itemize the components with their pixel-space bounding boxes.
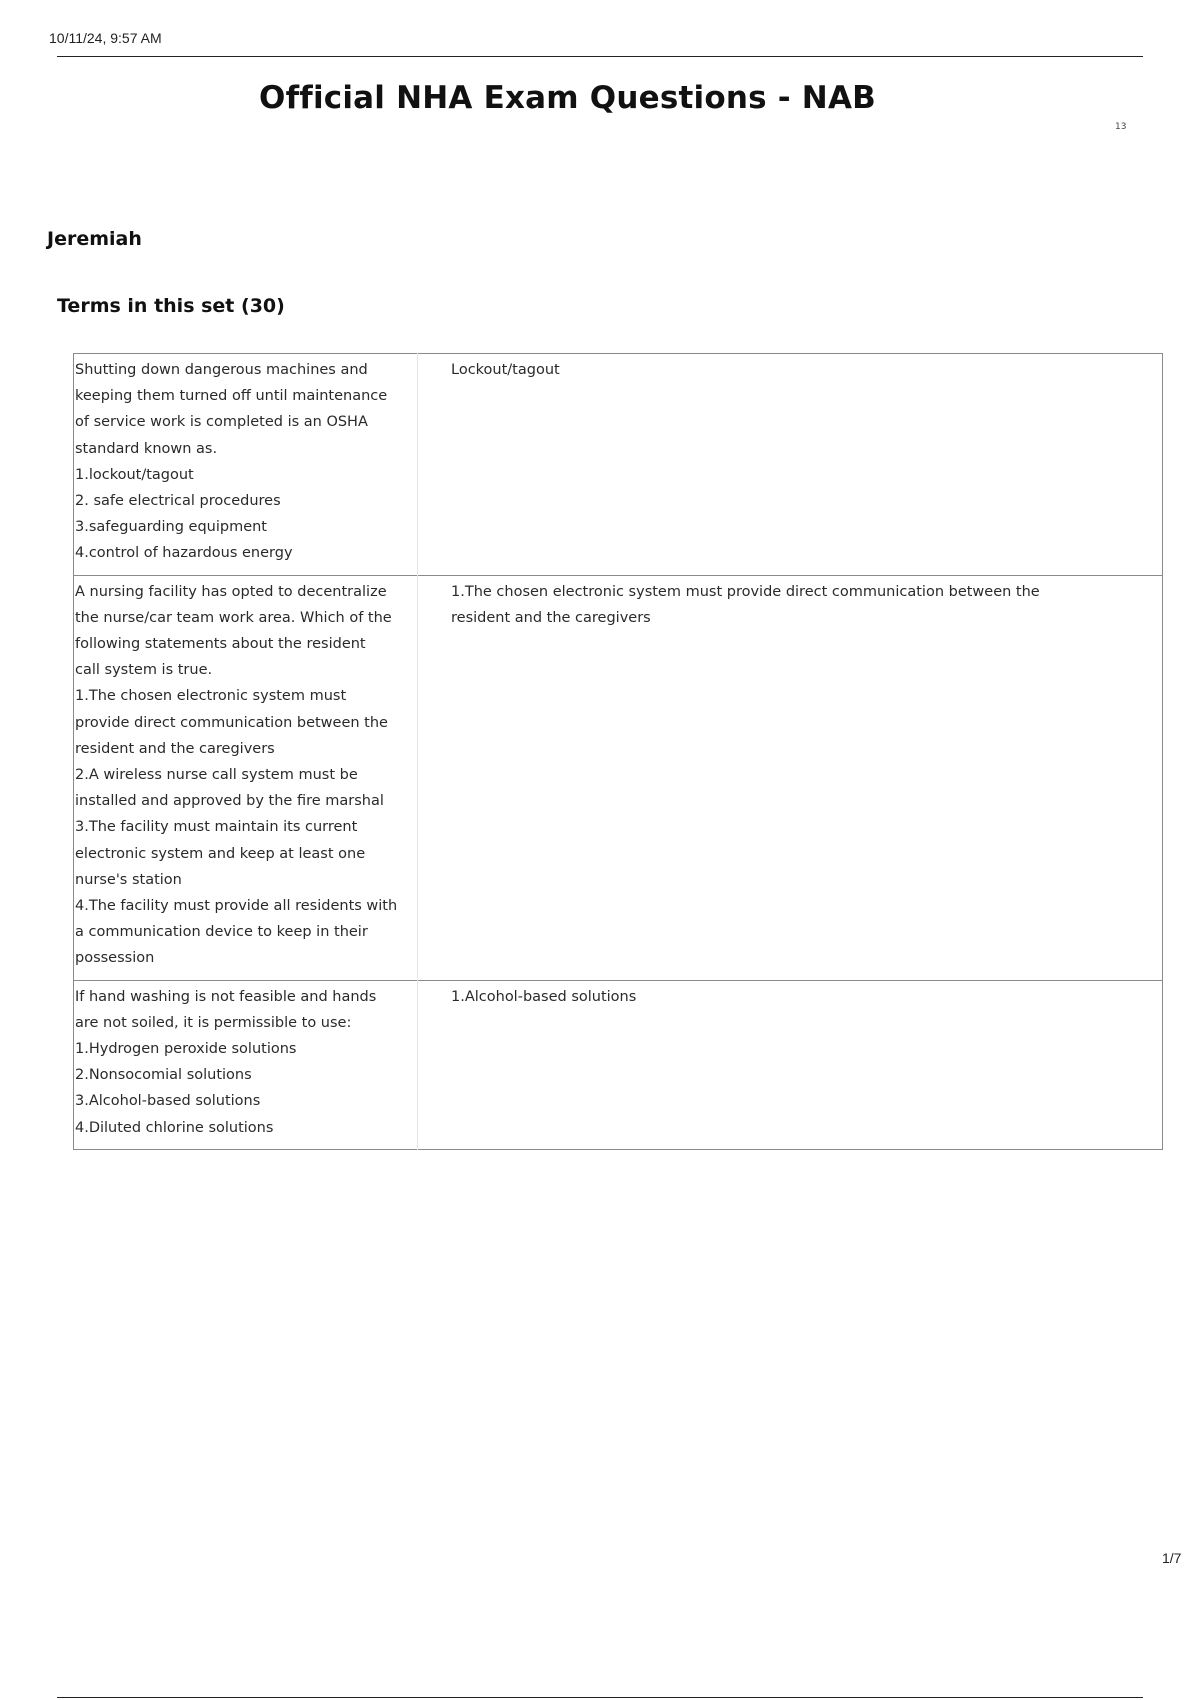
term-line: 1.Hydrogen peroxide solutions <box>75 1041 297 1058</box>
term-line: 4.Diluted chlorine solutions <box>75 1119 274 1136</box>
definition-line: 1.The chosen electronic system must provide direct communication between the <box>451 583 1040 600</box>
term-line: standard known as. <box>75 440 218 457</box>
term-line: resident and the caregivers <box>75 740 275 757</box>
term-line: If hand washing is not feasible and hands <box>75 988 377 1005</box>
footer-rule <box>57 1697 1143 1698</box>
definition-line: Lockout/tagout <box>451 362 560 378</box>
term-line: 2.Nonsocomial solutions <box>75 1067 252 1084</box>
term-line: call system is true. <box>75 662 213 679</box>
term-cell <box>74 354 418 576</box>
term-line: 3.The facility must maintain its current <box>75 819 358 836</box>
term-line: keeping them turned off until maintenance <box>75 388 388 405</box>
definition-line: 1.Alcohol-based solutions <box>451 988 637 1005</box>
term-line: 4.control of hazardous energy <box>75 545 293 562</box>
term-line: 1.The chosen electronic system must <box>75 688 347 705</box>
table-row <box>74 980 1163 1149</box>
table-row <box>74 575 1163 980</box>
term-line: a communication device to keep in their <box>75 924 368 941</box>
definition-line: resident and the caregivers <box>451 609 651 626</box>
term-line: 2. safe electrical procedures <box>75 493 281 510</box>
term-line: 1.lockout/tagout <box>75 466 194 483</box>
term-line: Shutting down dangerous machines and <box>75 362 368 378</box>
term-line: possession <box>75 950 155 967</box>
page-title: Official NHA Exam Questions - NAB <box>259 80 876 116</box>
term-line: installed and approved by the fire marshal <box>75 793 384 810</box>
term-line: are not soiled, it is permissible to use: <box>75 1014 352 1031</box>
term-line: 4.The facility must provide all residents with <box>75 898 398 915</box>
term-line: the nurse/car team work area. Which of the <box>75 609 392 626</box>
term-line: of service work is completed is an OSHA <box>75 414 368 431</box>
author-name[interactable]: Jeremiah <box>47 228 142 250</box>
definition-cell <box>418 980 1163 1149</box>
term-cell <box>74 575 418 980</box>
term-line: electronic system and keep at least one <box>75 845 366 862</box>
table-row <box>74 354 1163 576</box>
term-line: A nursing facility has opted to decentralize <box>75 583 387 600</box>
term-line: 3.safeguarding equipment <box>75 519 267 536</box>
definition-cell <box>418 575 1163 980</box>
definition-cell <box>418 354 1163 576</box>
terms-heading: Terms in this set (30) <box>57 295 285 317</box>
term-line: 2.A wireless nurse call system must be <box>75 767 358 784</box>
term-line: provide direct communication between the <box>75 714 388 731</box>
term-cell <box>74 980 418 1149</box>
term-line: 3.Alcohol-based solutions <box>75 1093 261 1110</box>
term-line: following statements about the resident <box>75 636 366 653</box>
term-line: nurse's station <box>75 871 182 888</box>
print-date: 10/11/24, 9:57 AM <box>49 30 162 46</box>
corner-mark: 13 <box>1115 122 1127 132</box>
page-number: 1/7 <box>1162 1550 1182 1566</box>
terms-table <box>73 353 1163 1150</box>
header-rule <box>57 56 1143 57</box>
